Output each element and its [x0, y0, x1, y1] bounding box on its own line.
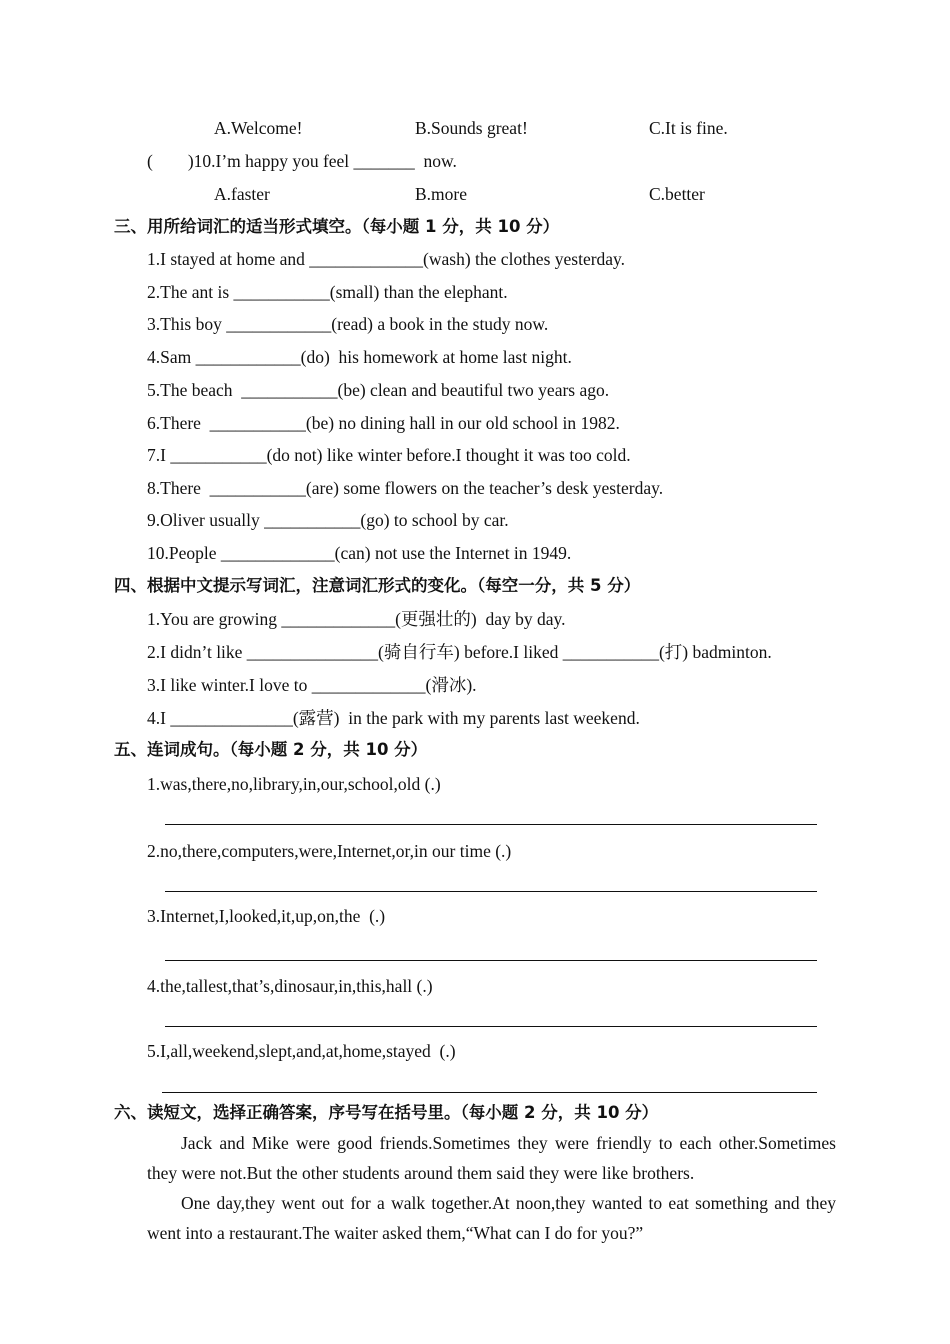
- s3-item-1: 1.I stayed at home and _____________(wash) the clothes yesterday.: [147, 249, 626, 269]
- s3-item-10: 10.People _____________(can) not use the Internet in 1949.: [147, 543, 572, 563]
- s4-item-1: 1.You are growing _____________(更强壮的) day by day.: [147, 609, 566, 629]
- section5-heading: 五、连词成句。（每小题 2 分，共 10 分）: [114, 740, 428, 759]
- s5-item-3: 3.Internet,I,looked,it,up,on,the (.): [147, 906, 386, 926]
- s4-item-3: 3.I like winter.I love to _____________(滑冰).: [147, 675, 477, 695]
- s3-item-9: 9.Oliver usually ___________(go) to school by car.: [147, 510, 509, 530]
- s3-item-5: 5.The beach ___________(be) clean and beautiful two years ago.: [147, 380, 610, 400]
- s4-item-2: 2.I didn’t like _______________(骑自行车) before.I liked ___________(打) badminton.: [147, 642, 772, 662]
- answer-line-2[interactable]: [165, 891, 817, 892]
- passage-paragraph-1: Jack and Mike were good friends.Sometimes they were friendly to each other.Sometimes they were not.But the other students around them said they were like brothers.: [147, 1133, 836, 1183]
- s3-item-8: 8.There ___________(are) some flowers on the teacher’s desk yesterday.: [147, 478, 664, 498]
- s5-item-4: 4.the,tallest,that’s,dinosaur,in,this,hall (.): [147, 976, 433, 996]
- section4-heading: 四、根据中文提示写词汇，注意词汇形式的变化。（每空一分，共 5 分）: [114, 576, 641, 595]
- section6-heading: 六、读短文，选择正确答案，序号写在括号里。（每小题 2 分，共 10 分）: [114, 1103, 659, 1122]
- s5-item-1: 1.was,there,no,library,in,our,school,old (.): [147, 774, 441, 794]
- s5-item-5: 5.I,all,weekend,slept,and,at,home,stayed (.): [147, 1041, 456, 1061]
- s5-item-2: 2.no,there,computers,were,Internet,or,in our time (.): [147, 841, 512, 861]
- section3-heading: 三、用所给词汇的适当形式填空。（每小题 1 分，共 10 分）: [114, 217, 560, 236]
- answer-line-4[interactable]: [165, 1026, 817, 1027]
- s3-item-3: 3.This boy ____________(read) a book in the study now.: [147, 314, 549, 334]
- s3-item-7: 7.I ___________(do not) like winter before.I thought it was too cold.: [147, 445, 631, 465]
- s3-item-2: 2.The ant is ___________(small) than the elephant.: [147, 282, 508, 302]
- answer-line-1[interactable]: [165, 824, 817, 825]
- s3-item-4: 4.Sam ____________(do) his homework at home last night.: [147, 347, 572, 367]
- q9-option-b: B.Sounds great!: [415, 118, 528, 138]
- reading-passage: [147, 1128, 836, 1248]
- answer-line-5[interactable]: [162, 1092, 817, 1093]
- s3-item-6: 6.There ___________(be) no dining hall in our old school in 1982.: [147, 413, 620, 433]
- q9-option-a: A.Welcome!: [214, 118, 303, 138]
- s4-item-4: 4.I ______________(露营) in the park with my parents last weekend.: [147, 708, 640, 728]
- passage-paragraph-2: One day,they went out for a walk together.At noon,they wanted to eat something and they went into a restaurant.The waiter asked them,“What can I do for you?”: [147, 1193, 836, 1243]
- q10-option-b: B.more: [415, 184, 468, 204]
- q9-option-c: C.It is fine.: [649, 118, 728, 138]
- q10-option-c: C.better: [649, 184, 705, 204]
- q10-option-a: A.faster: [214, 184, 270, 204]
- answer-line-3[interactable]: [165, 960, 817, 961]
- q10-stem: ( )10.I’m happy you feel _______ now.: [147, 151, 457, 171]
